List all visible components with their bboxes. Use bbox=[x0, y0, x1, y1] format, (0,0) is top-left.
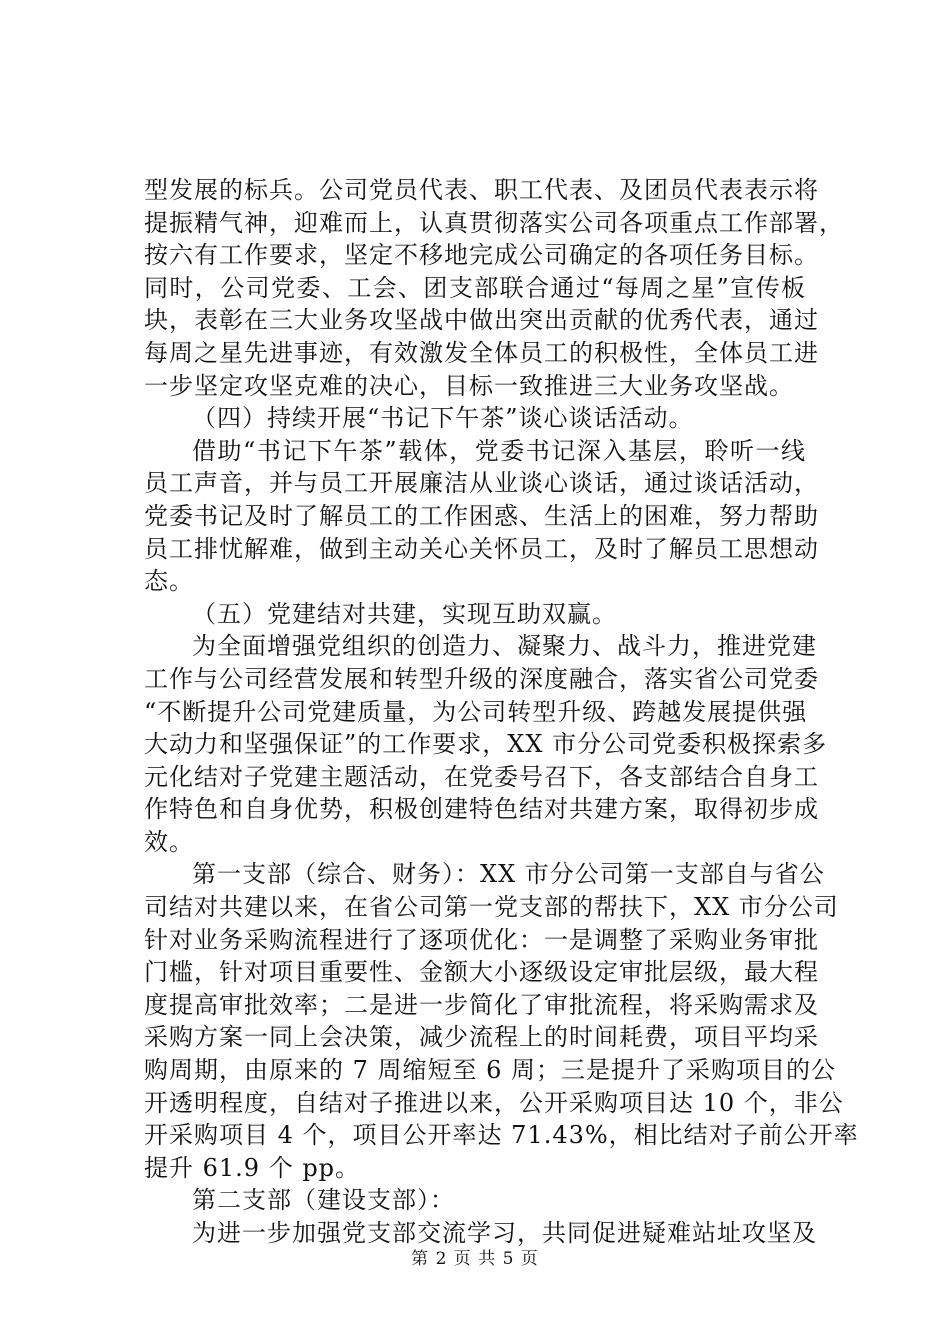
text-line: “不断提升公司党建质量，为公司转型升级、跨越发展提供强 bbox=[144, 697, 808, 726]
text-line: 开采购项目 4 个，项目公开率达 71.43%，相比结对子前公开率 bbox=[144, 1121, 859, 1150]
text-line: 购周期，由原来的 7 周缩短至 6 周；三是提升了采购项目的公 bbox=[144, 1056, 837, 1085]
text-line: 第一支部（综合、财务）：XX 市分公司第一支部自与省公 bbox=[192, 860, 825, 889]
text-line: 门槛，针对项目重要性、金额大小逐级设定审批层级，最大程 bbox=[144, 958, 819, 987]
text-line: 第二支部（建设支部）： bbox=[192, 1186, 455, 1215]
text-line: 党委书记及时了解员工的工作困惑、生活上的困难，努力帮助 bbox=[144, 501, 819, 530]
page-footer: 第 2 页 共 5 页 bbox=[411, 1249, 539, 1269]
text-line: 提振精气神，迎难而上，认真贯彻落实公司各项重点工作部署， bbox=[144, 208, 844, 237]
text-line: 为进一步加强党支部交流学习，共同促进疑难站址攻坚及 bbox=[192, 1219, 817, 1247]
document-body bbox=[144, 174, 859, 1250]
text-line: 开透明程度，自结对子推进以来，公开采购项目达 10 个，非公 bbox=[144, 1088, 844, 1117]
text-line: 针对业务采购流程进行了逐项优化：一是调整了采购业务审批 bbox=[144, 925, 819, 954]
text-line: 效。 bbox=[144, 827, 194, 856]
text-line: 借助“书记下午茶”载体，党委书记深入基层，聆听一线 bbox=[192, 436, 806, 465]
text-line: 工作与公司经营发展和转型升级的深度融合，落实省公司党委 bbox=[144, 664, 819, 693]
text-line: 型发展的标兵。公司党员代表、职工代表、及团员代表表示将 bbox=[144, 176, 819, 204]
text-line: （五）党建结对共建，实现互助双赢。 bbox=[192, 599, 617, 628]
text-line: 元化结对子党建主题活动，在党委号召下，各支部结合自身工 bbox=[144, 762, 819, 791]
text-line: 每周之星先进事迹，有效激发全体员工的积极性，全体员工进 bbox=[144, 338, 819, 367]
text-line: 员工声音，并与员工开展廉洁从业谈心谈话，通过谈话活动， bbox=[144, 469, 819, 498]
text-line: 同时，公司党委、工会、团支部联合通过“每周之星”宣传板 bbox=[144, 273, 806, 302]
text-line: 采购方案一同上会决策，减少流程上的时间耗费，项目平均采 bbox=[144, 1023, 819, 1052]
text-line: 度提高审批效率；二是进一步简化了审批流程，将采购需求及 bbox=[144, 990, 819, 1019]
text-line: 态。 bbox=[144, 567, 194, 596]
text-line: 提升 61.9 个 pp。 bbox=[144, 1153, 361, 1182]
text-line: 按六有工作要求，坚定不移地完成公司确定的各项任务目标。 bbox=[144, 241, 819, 270]
text-line: 块，表彰在三大业务攻坚战中做出突出贡献的优秀代表，通过 bbox=[144, 306, 819, 335]
text-line: 一步坚定攻坚克难的决心，目标一致推进三大业务攻坚战。 bbox=[144, 371, 794, 400]
text-line: 司结对共建以来，在省公司第一党支部的帮扶下，XX 市分公司 bbox=[144, 893, 839, 922]
text-line: 为全面增强党组织的创造力、凝聚力、战斗力，推进党建 bbox=[192, 632, 817, 661]
text-line: 大动力和坚强保证”的工作要求，XX 市分公司党委积极探索多 bbox=[144, 730, 828, 759]
text-line: 作特色和自身优势，积极创建特色结对共建方案，取得初步成 bbox=[144, 795, 819, 824]
text-line: 员工排忧解难，做到主动关心关怀员工，及时了解员工思想动 bbox=[144, 534, 819, 563]
text-line: （四）持续开展“书记下午茶”谈心谈话活动。 bbox=[192, 404, 694, 433]
